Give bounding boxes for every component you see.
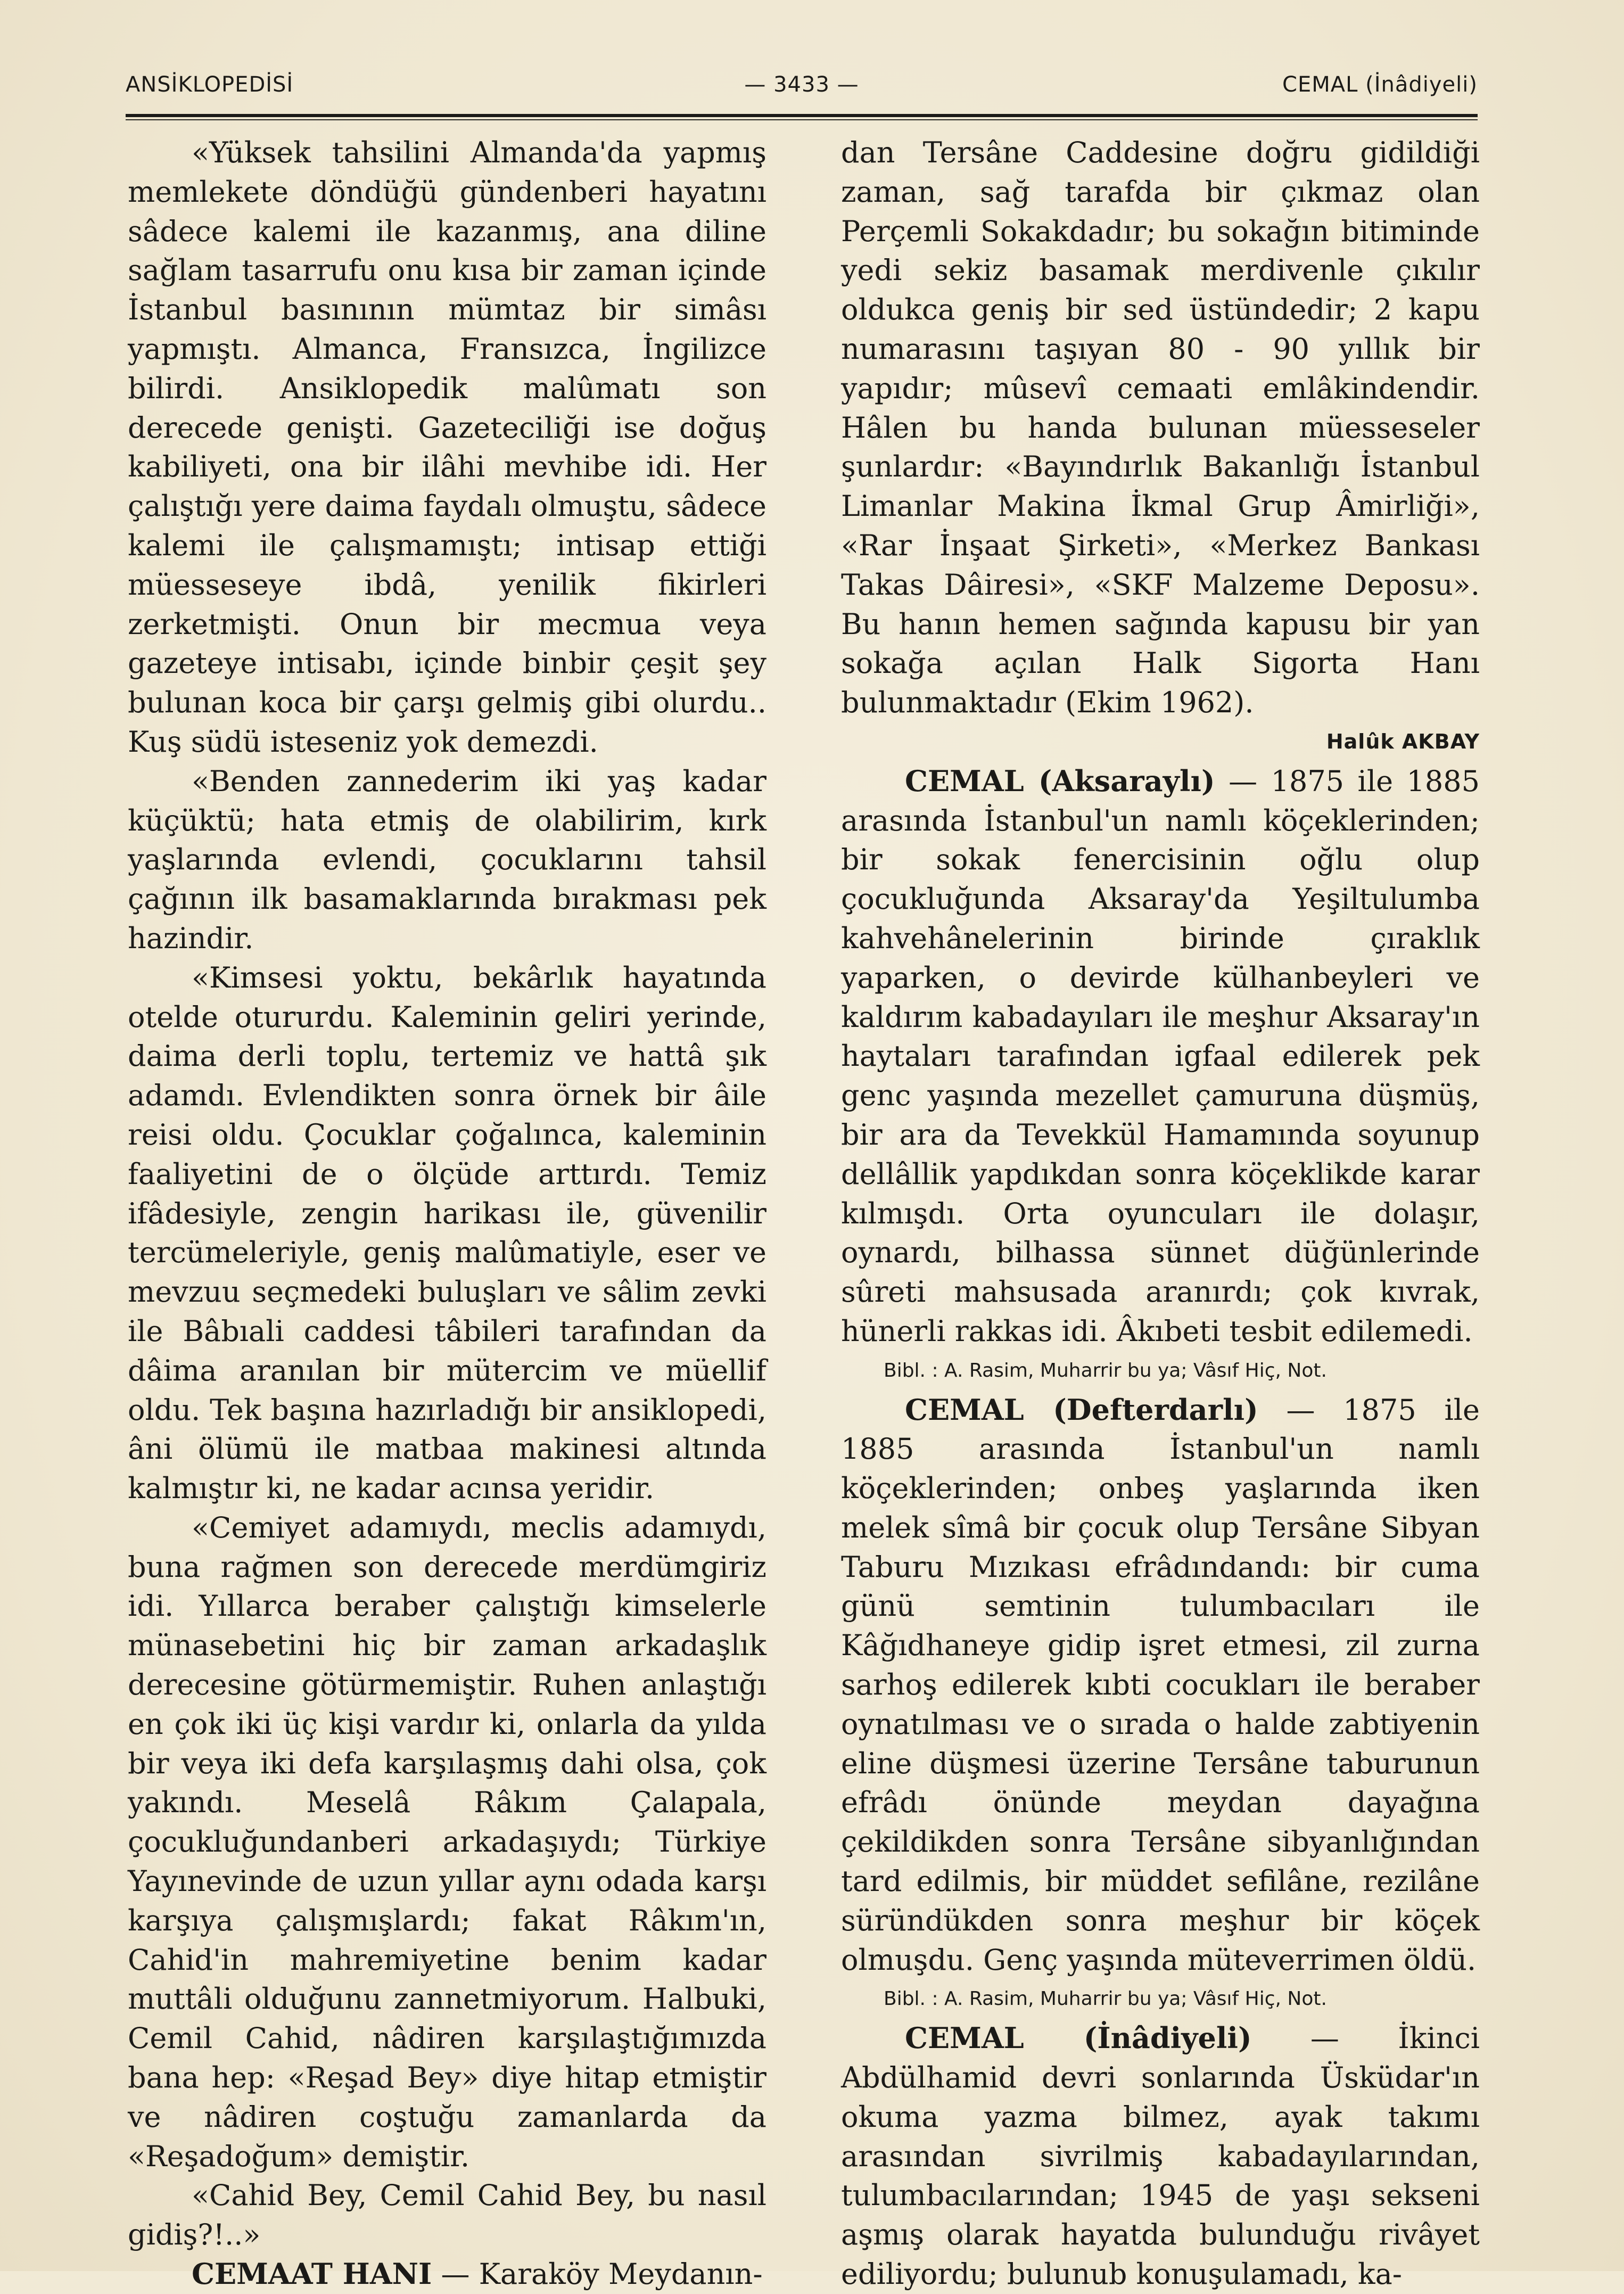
header-rule <box>126 114 1478 117</box>
paragraph: «Kimsesi yoktu, bekârlık hayatında otelde otururdu. Kaleminin geliri yerinde, daima derli toplu, tertemiz ve hattâ şık adamdı. Evlendikten sonra örnek bir âile reisi oldu. Çocuklar çoğalınca, kaleminin faaliyetini de o ölçüde arttırdı. Temiz ifâdesiyle, zengin harikası ile, güvenilir tercümeleriyle, geniş malûmatiyle, eser ve mevzuu seçmedeki buluşları ve sâlim zevki ile Bâbıali caddesi tâbileri tarafından da dâima aranılan bir mütercim ve müellif oldu. Tek başına hazırladığı bir ansiklopedi, âni ölümü ile matbaa makinesi altında kalmıştır ki, ne kadar acınsa yeridir. <box>128 960 766 1506</box>
entry-text: — 1875 ile 1885 arasında İstanbul'un namlı köçeklerinden; bir sokak fenercisinin oğlu olup çocukluğunda Aksaray'da Yeşiltulumba kahvehânelerinin birinde çıraklık yaparken, o devirde külhanbeyleri ve kaldırım kabadayıları ile meşhur Aksaray'ın haytaları tarafından igfaal edilerek pek genc yaşında mezellet çamuruna düşmüş, bir ara da Tevekkül Hamamında soyunup dellâllik yapdıkdan sonra köçeklikde karar kılmışdı. Orta oyuncuları ile dolaşır, oynardı, bilhassa sünnet düğünlerinde sûreti mahsusada aranırdı; çok kıvrak, hünerli rakkas idi. Âkıbeti tesbit edilemedi. <box>841 764 1480 1348</box>
header-title: ANSİKLOPEDİSİ <box>126 72 294 97</box>
entry-lemma: CEMAL (İnâdiyeli) <box>905 2021 1252 2055</box>
bibliography: Bibl. : A. Rasim, Muharrir bu ya; Vâsıf Hiç, Not. <box>884 1359 1327 1382</box>
page-number: — 3433 — <box>744 72 859 97</box>
paragraph: «Yüksek tahsilini Almanda'da yapmış memlekete döndüğü gündenberi hayatını sâdece kalemi ile kazanmış, ana diline sağlam tasarrufu onu kısa bir zaman içinde İstanbul basınının mümtaz bir simâsı yapmıştı. Almanca, Fransızca, İngilizce bilirdi. Ansiklopedik malûmatı son derecede genişti. Gazeteciliği ise doğuş kabiliyeti, ona bir ilâhi mevhibe idi. Her çalıştığı yere daima faydalı olmuştu, sâdece kalemi ile çalışmamıştı; intisap ettiği müesseseye ibdâ, yenilik fikirleri zerketmişti. Onun bir mecmua veya gazeteye intisabı, içinde binbir çeşit şey bulunan koca bir çarşı gelmiş gibi olurdu.. Kuş südü isteseniz yok demezdi. <box>128 136 766 759</box>
paragraph: «Benden zannederim iki yaş kadar küçüktü; hata etmiş de olabilirim, kırk yaşlarında evlendi, çocuklarını tahsil çağının ilk basamaklarında bırakması pek hazindir. <box>128 764 766 955</box>
entry-cemal-inadiyeli <box>841 2019 1480 2294</box>
left-column <box>128 133 766 2294</box>
entry-cemal-defterdarli <box>841 1391 1480 1980</box>
running-header <box>126 68 1478 105</box>
entry-text: — 1875 ile 1885 arasında İstanbul'un namlı köçeklerinden; onbeş yaşlarında iken melek sîmâ bir çocuk olup Tersâne Sibyan Taburu Mızıkası efrâdındandı: bir cuma günü semtinin tulumbacıları ile Kâğıdhaneye gidip işret etmesi, zil zurna sarhoş edilerek kıbti cocukları ile beraber oynatılması ve o sırada o halde zabtiyenin eline düşmesi üzerine Tersâne taburunun efrâdı önünde meydan dayağına çekildikden sonra Tersâne sibyanlığından tard edilmis, bir müddet sefilâne, rezilâne süründükden sonra meşhur bir köçek olmuşdu. Genç yaşında müteverrimen öldü. <box>841 1393 1480 1977</box>
entry-lemma: CEMAL (Defterdarlı) <box>905 1392 1258 1427</box>
entry-cemal-aksarayli <box>841 762 1480 1351</box>
paragraph: dan Tersâne Caddesine doğru gidildiği zaman, sağ tarafda bir çıkmaz olan Perçemli Sokakdadır; bu sokağın bitiminde yedi sekiz basamak merdivenle çıkılır oldukca geniş bir sed üstündedir; 2 kapu numarasını taşıyan 80 - 90 yıllık bir yapıdır; mûsevî cemaati emlâkindendir. Hâlen bu handa bulunan müesseseler şunlardır: «Bayındırlık Bakanlığı İstanbul Limanlar Makina İkmal Grup Âmirliği», «Rar İnşaat Şirketi», «Merkez Bankası Takas Dâiresi», «SKF Malzeme Deposu». Bu hanın hemen sağında kapusu bir yan sokağa açılan Halk Sigorta Hanı bulunmaktadır (Ekim 1962). <box>841 136 1480 720</box>
bibliography: Bibl. : A. Rasim, Muharrir bu ya; Vâsıf Hiç, Not. <box>884 1988 1327 2010</box>
entry-lemma: CEMAL (Aksaraylı) <box>905 763 1215 798</box>
entry-cemaat-hani <box>128 2255 766 2294</box>
header-entry: CEMAL (İnâdiyeli) <box>1282 72 1478 97</box>
right-column <box>841 133 1480 2294</box>
header-rule-thin <box>126 119 1478 120</box>
entry-text: — Karaköy Meydanın- <box>432 2257 763 2291</box>
entry-lemma: CEMAAT HANI <box>192 2257 432 2291</box>
paragraph: «Cahid Bey, Cemil Cahid Bey, bu nasıl gidiş?!..» <box>128 2178 766 2252</box>
entry-text: — İkinci Abdülhamid devri sonlarında Üsküdar'ın okuma yazma bilmez, ayak takımı arasından sivrilmiş kabadayılarından, tulumbacılarından; 1945 de yaşı sekseni aşmış olarak hayatda bulunduğu rivâyet ediliyordu; bulunub konuşulamadı, ka- <box>841 2021 1480 2291</box>
author-signature: Halûk AKBAY <box>1326 729 1480 753</box>
paragraph: «Cemiyet adamıydı, meclis adamıydı, buna rağmen son derecede merdümgiriz idi. Yıllarca beraber çalıştığı kimselerle münasebetini hiç bir zaman arkadaşlık derecesine götürmemiştir. Ruhen anlaştığı en çok iki üç kişi vardır ki, onlarla da yılda bir veya iki defa karşılaşmış dahi olsa, çok yakındı. Meselâ Râkım Çalapala, çocukluğundanberi arkadaşıydı; Türkiye Yayınevinde de uzun yıllar aynı odada karşı karşıya çalışmışlardı; fakat Râkım'ın, Cahid'in mahremiyetine benim kadar muttâli olduğunu zannetmiyorum. Halbuki, Cemil Cahid, nâdiren karşılaştığımızda bana hep: «Reşad Bey» diye hitap etmiştir ve nâdiren coştuğu zamanlarda da «Reşadoğum» demiştir. <box>128 1510 766 2173</box>
